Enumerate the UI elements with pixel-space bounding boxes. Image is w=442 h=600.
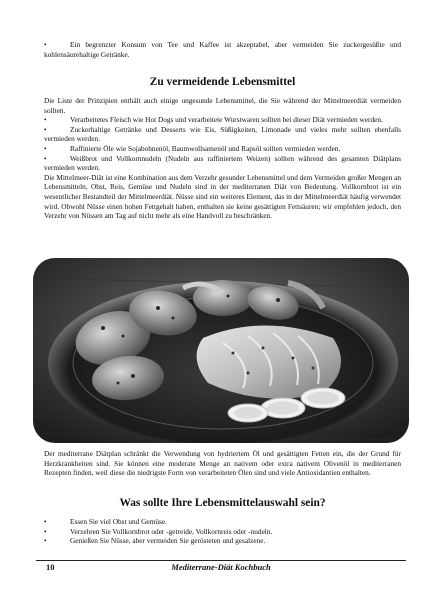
- bullet-text: Essen Sie viel Obst und Gemüse.: [70, 517, 167, 526]
- bullet-marker: •: [44, 143, 47, 153]
- page-footer: [36, 560, 406, 574]
- body-paragraph: Der mediterrane Diätplan schränkt die Verwendung von hydriertem Öl und gesättigten Fetten ein, die der Grund für Herzkrankheiten sind. Sie können eine moderate Menge an nativem oder extra nativem Olivenöl in mediterranen Rezepten finden, weil diese die niedrigste Form von verarbeiteten Ölen sind und viele Antioxidantien enthalten.: [44, 449, 401, 478]
- bullet-text: Weißbrot und Vollkornnudeln (Nudeln aus raffiniertem Weizen) sollten während des gesamten Diätplans vermieden werden.: [44, 153, 401, 173]
- list-item: [44, 40, 401, 59]
- bullet-marker: •: [44, 153, 47, 163]
- list-item: [44, 517, 401, 527]
- page-number: 10: [46, 562, 55, 572]
- bullet-marker: •: [44, 517, 47, 526]
- bullet-marker: •: [44, 115, 47, 125]
- bullet-text: Genießen Sie Nüsse, aber vermeiden Sie gerösteten und gesalzene.: [70, 536, 266, 546]
- list-item: [44, 115, 401, 125]
- bullet-text: Zuckerhaltige Getränke und Desserts wie Eis, Süßigkeiten, Limonade und vieles mehr sollten ebenfalls vermieden werden.: [44, 124, 401, 144]
- section1-text: [44, 96, 401, 221]
- list-item: [44, 125, 401, 144]
- bullet-text: Ein begrenzter Konsum von Tee und Kaffee ist akzeptabel, aber vermeiden Sie zuckergesüßte und kohlensäurehaltige Getränke.: [44, 40, 401, 59]
- list-item: [44, 527, 401, 537]
- salmon-photo: [33, 258, 409, 443]
- bullet-marker: •: [44, 526, 47, 536]
- body-paragraph: Die Mittelmeer-Diät ist eine Kombination aus dem Verzehr gesunder Lebensmittel und dem Vermeiden großer Mengen an Lebensmitteln, Obst, Reis, Gemüse und Nudeln sind in der mediterranen Diät von Bedeutung. Vollkornbrot ist ein wesentlicher Bestandteil der Mittelmeerdiät. Nüsse sind ein weiteres Element, das in der Mittelmeerdiät häufig verwendet wird. Obwohl Nüsse einen hohen Fettgehalt haben, enthalten sie keine gesättigten Fettsäuren; wir empfehlen jedoch, den Verzehr von Nüssen am Tag auf nicht mehr als eine Handvoll zu beschränken.: [44, 172, 401, 221]
- bullet-text: Raffinierte Öle wie Sojabohnenöl, Baumwollsamenöl und Rapsöl sollten vermieden werden.: [70, 143, 341, 153]
- top-bullet-block: [44, 40, 401, 59]
- section-heading-choices: Was sollte Ihre Lebensmittelauswahl sein?: [119, 497, 326, 509]
- bullet-marker: •: [44, 40, 47, 49]
- intro-paragraph: Die Liste der Prinzipien enthält auch einige ungesunde Lebensmittel, die Sie während der Mittelmeerdiät vermeiden sollten.: [44, 96, 401, 115]
- book-title: Mediterrane-Diät Kochbuch: [171, 562, 271, 572]
- list-item: [44, 144, 401, 154]
- list-item: [44, 154, 401, 173]
- bullet-marker: •: [44, 536, 47, 546]
- section2-list: [44, 517, 401, 546]
- list-item: [44, 536, 401, 546]
- grilled-salmon-plate-photo-icon: [33, 258, 409, 443]
- bullet-text: Verzehren Sie Vollkornbrot oder -getreide, Vollkornreis oder -nudeln.: [70, 526, 273, 536]
- bullet-marker: •: [44, 124, 47, 134]
- section-heading-avoid: Zu vermeidende Lebensmittel: [149, 76, 296, 88]
- bullet-text: Verarbeitetes Fleisch wie Hot Dogs und verarbeitete Wurstwaren sollten bei dieser Diät vermieden werden.: [70, 115, 383, 125]
- after-photo-text: [44, 449, 401, 478]
- footer-rule: [36, 560, 406, 561]
